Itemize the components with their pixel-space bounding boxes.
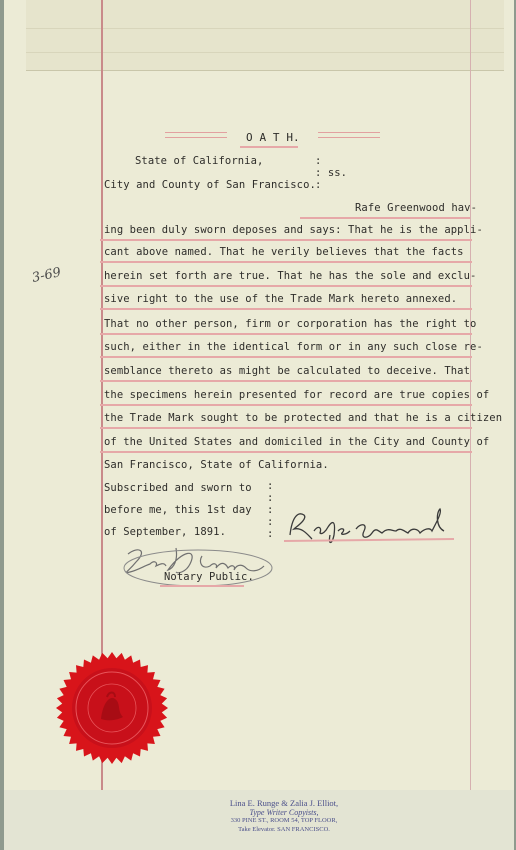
venue-state: State of California, (135, 155, 264, 167)
body-line: ing been duly sworn deposes and says: That he is the appli- (104, 224, 483, 236)
jurat-colons: : : : : : (267, 480, 274, 540)
line-rule (100, 356, 472, 358)
jurat-line: before me, this 1st day (104, 504, 252, 516)
applicant-signature (284, 505, 459, 547)
stamp-line: Take Elevator. SAN FRANCISCO. (238, 826, 330, 833)
stamp-line: Type Writer Copyists, (249, 808, 319, 817)
top-fold (26, 0, 504, 71)
fold-crease (26, 52, 504, 53)
stamp-line: 330 PINE ST., ROOM 54, TOP FLOOR, (230, 817, 338, 824)
notary-seal (55, 651, 169, 765)
line-rule (100, 333, 472, 335)
body-line: Rafe Greenwood hav- (355, 202, 478, 214)
body-line: the Trade Mark sought to be protected and that he is a citizen (104, 412, 503, 424)
stamp-line: Lina E. Runge & Zalia J. Elliot, (229, 798, 339, 808)
line-rule (100, 285, 472, 287)
line-rule (100, 404, 472, 406)
title-rule-left (165, 132, 227, 138)
fold-crease (26, 28, 504, 29)
venue-ss: : ss. (315, 167, 348, 179)
body-line: of the United States and domiciled in the City and County of (104, 436, 490, 448)
body-line: That no other person, firm or corporation has the right to (104, 318, 477, 330)
line-rule (100, 239, 472, 241)
jurat-line: of September, 1891. (104, 526, 227, 538)
body-line: such, either in the identical form or in any such close re- (104, 341, 483, 353)
body-line: San Francisco, State of California. (104, 459, 329, 471)
notary-label: Notary Public. (164, 571, 254, 583)
line-rule (100, 380, 472, 382)
venue-city: City and County of San Francisco. (104, 179, 316, 191)
body-line: cant above named. That he verily believes that the facts (104, 246, 464, 258)
body-line: sive right to the use of the Trade Mark hereto annexed. (104, 293, 458, 305)
line-rule (100, 261, 472, 263)
venue-colon: : (315, 155, 322, 167)
line-rule (300, 217, 470, 219)
line-rule (100, 451, 472, 453)
line-rule (100, 308, 472, 310)
margin-note: 3-69 (30, 265, 63, 286)
venue-colon: : (315, 179, 322, 191)
jurat-line: Subscribed and sworn to (104, 482, 252, 494)
body-line: herein set forth are true. That he has the sole and exclu- (104, 270, 477, 282)
oath-title: O A T H. (246, 131, 300, 144)
notary-underline (160, 585, 244, 587)
body-line: semblance thereto as might be calculated to deceive. That (104, 365, 471, 377)
body-line: the specimens herein presented for record are true copies of (104, 389, 490, 401)
line-rule (100, 427, 472, 429)
title-underline (240, 146, 298, 148)
title-rule-right (318, 132, 380, 138)
